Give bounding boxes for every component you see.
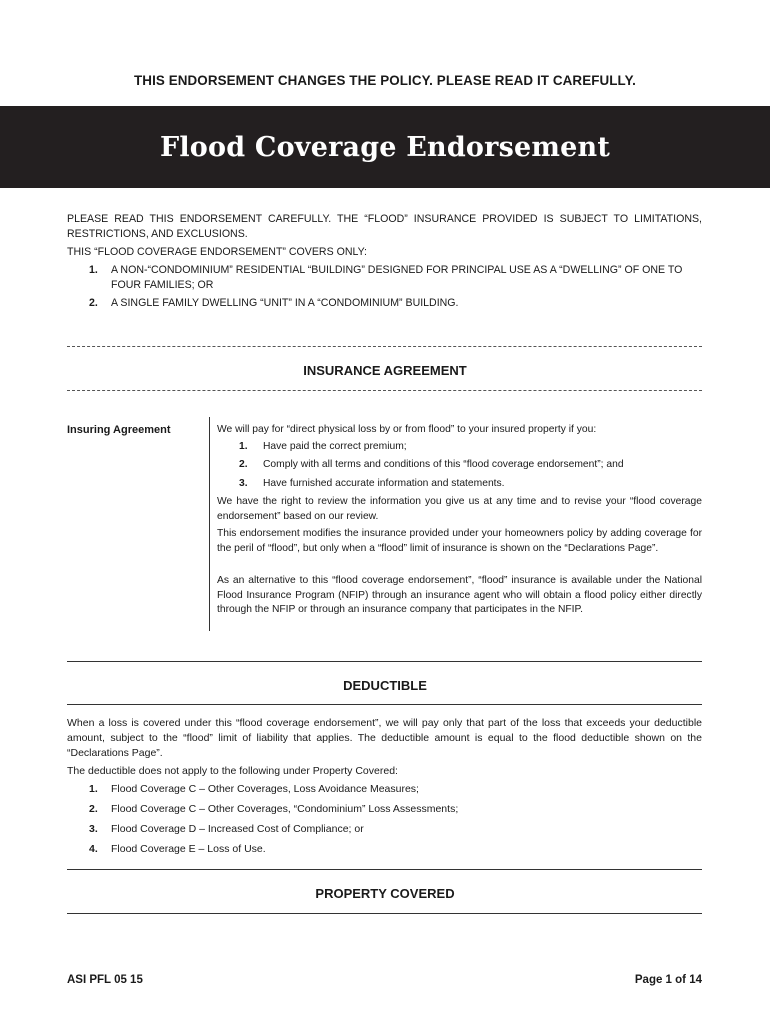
property-covered-heading: PROPERTY COVERED xyxy=(315,886,455,901)
list-item-number: 2. xyxy=(89,297,98,309)
deductible-heading: DEDUCTIBLE xyxy=(343,678,427,693)
divider xyxy=(67,913,702,914)
insuring-agreement-body xyxy=(209,417,702,631)
divider xyxy=(67,346,702,347)
divider xyxy=(67,869,702,870)
deductible-exceptions-intro: The deductible does not apply to the following under Property Covered: xyxy=(67,765,398,777)
list-item xyxy=(217,440,702,455)
intro-warning: PLEASE READ THIS ENDORSEMENT CAREFULLY. THE “FLOOD” INSURANCE PROVIDED IS SUBJECT TO LIMITATIONS, RESTRICTIONS, AND EXCLUSIONS. xyxy=(67,213,702,240)
deductible-paragraph: When a loss is covered under this “flood coverage endorsement”, we will pay only that part of the loss that exceeds your deductible amount, subject to the “flood” limit of liability that applies. The deductible amount is equal to the flood deductible shown on the “Declarations Page”. xyxy=(67,717,702,759)
list-item-text: Have furnished accurate information and statements. xyxy=(263,477,505,489)
insuring-agreement-label: Insuring Agreement xyxy=(67,424,171,436)
divider xyxy=(67,390,702,391)
endorsement-notice: THIS ENDORSEMENT CHANGES THE POLICY. PLEASE READ IT CAREFULLY. xyxy=(134,73,636,88)
page-title: Flood Coverage Endorsement xyxy=(159,131,610,163)
list-item-number: 3. xyxy=(89,823,98,835)
list-item-text: Comply with all terms and conditions of this “flood coverage endorsement”; and xyxy=(263,459,624,470)
list-item-number: 4. xyxy=(89,843,98,855)
deductible-section xyxy=(67,716,702,862)
list-item-number: 3. xyxy=(239,477,248,489)
agreement-conditions-list xyxy=(217,440,702,492)
list-item-text: Flood Coverage E – Loss of Use. xyxy=(111,843,266,855)
list-item-text: Flood Coverage C – Other Coverages, Loss Avoidance Measures; xyxy=(111,783,419,795)
intro-covers-only: THIS “FLOOD COVERAGE ENDORSEMENT” COVERS ONLY: xyxy=(67,246,368,258)
page-number: Page 1 of 14 xyxy=(634,974,702,986)
list-item xyxy=(67,296,702,311)
list-item xyxy=(67,842,702,857)
divider xyxy=(67,704,702,705)
form-number: ASI PFL 05 15 xyxy=(67,974,143,986)
list-item xyxy=(217,458,702,473)
list-item xyxy=(67,802,702,817)
title-band xyxy=(0,106,770,188)
list-item-number: 1. xyxy=(239,440,248,452)
list-item-text: Flood Coverage C – Other Coverages, “Condominium” Loss Assessments; xyxy=(111,803,459,815)
list-item xyxy=(67,263,702,293)
list-item-number: 1. xyxy=(89,783,98,795)
agreement-nfip-paragraph: As an alternative to this “flood coverage endorsement”, “flood” insurance is available under the National Flood Insurance Program (NFIP) through an insurance agent who will obtain a flood policy either directly through the NFIP or through an insurance company that participates in the NFIP. xyxy=(217,575,702,615)
deductible-exceptions-list xyxy=(67,782,702,857)
list-item-text: A NON-“CONDOMINIUM” RESIDENTIAL “BUILDING” DESIGNED FOR PRINCIPAL USE AS A “DWELLING” OF ONE TO FOUR FAMILIES; OR xyxy=(111,264,683,291)
list-item xyxy=(67,782,702,797)
divider xyxy=(67,661,702,662)
list-item xyxy=(67,822,702,837)
list-item-text: Have paid the correct premium; xyxy=(263,440,407,452)
list-item-text: Flood Coverage D – Increased Cost of Compliance; or xyxy=(111,823,364,835)
list-item xyxy=(217,477,702,492)
intro-section xyxy=(67,212,702,314)
agreement-review-paragraph: We have the right to review the information you give us at any time and to revise your “flood coverage endorsement” based on our review. xyxy=(217,496,702,522)
list-item-number: 2. xyxy=(239,459,248,470)
intro-list xyxy=(67,263,702,311)
agreement-lead: We will pay for “direct physical loss by or from flood” to your insured property if you: xyxy=(217,424,597,435)
agreement-modifies-paragraph: This endorsement modifies the insurance provided under your homeowners policy by adding coverage for the peril of “flood”, but only when a “flood” limit of insurance is shown on the “Declarations Page”. xyxy=(217,528,702,554)
list-item-number: 2. xyxy=(89,803,98,815)
list-item-number: 1. xyxy=(89,264,98,276)
list-item-text: A SINGLE FAMILY DWELLING “UNIT” IN A “CONDOMINIUM” BUILDING. xyxy=(111,297,459,309)
insurance-agreement-heading: INSURANCE AGREEMENT xyxy=(303,363,467,378)
